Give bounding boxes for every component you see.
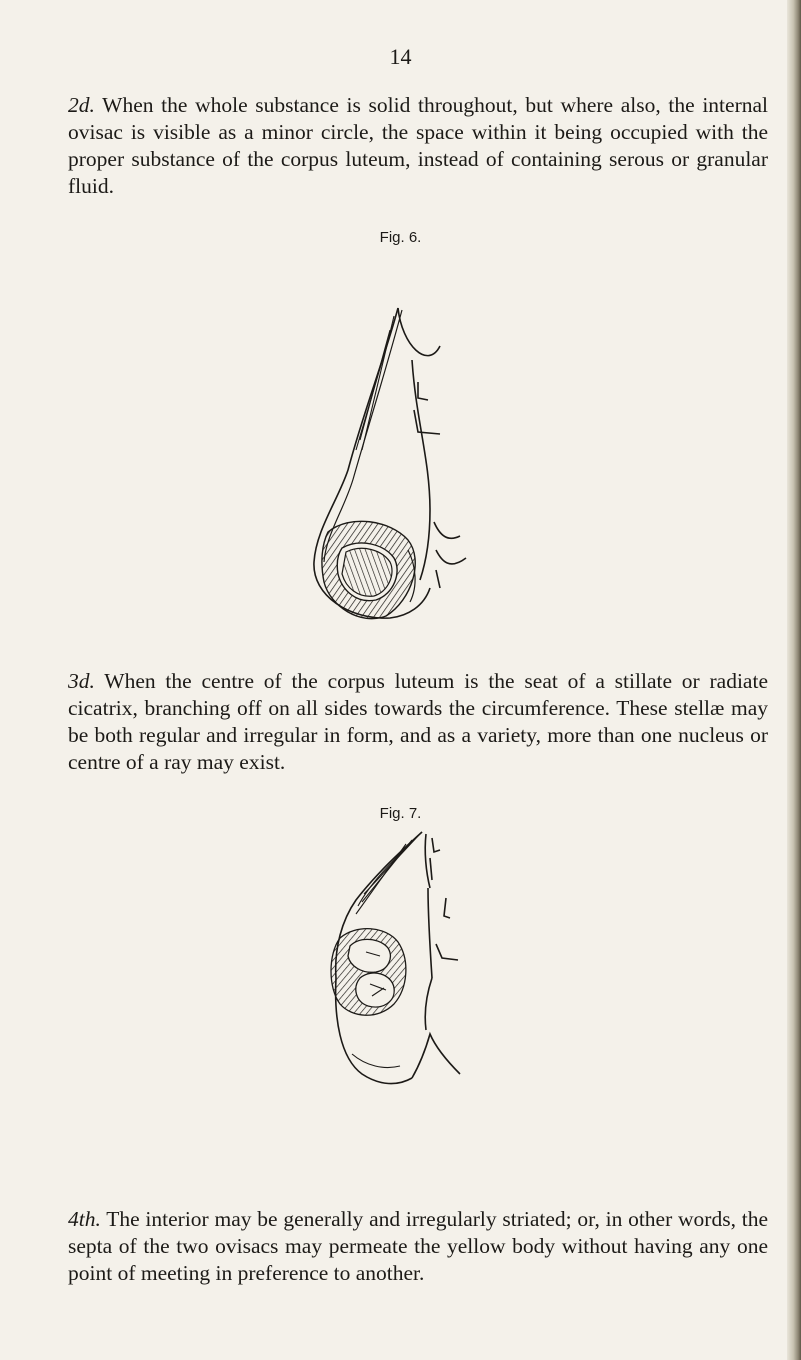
paragraph-text: When the whole substance is solid throughout, but where also, the internal ovisac is visible as a minor circle, the space within it being occupied with the proper substance of the corpus luteum, instead of containing serous or granular fluid. [68, 93, 768, 198]
paragraph-text: When the centre of the corpus luteum is the seat of a stillate or radiate cicatrix, branching off on all sides towards the circumference. These stellæ may be both regular and irregular in form, and as a variety, more than one nucleus or centre of a ray may exist. [68, 669, 768, 774]
paragraph-lead: 2d. [68, 93, 95, 117]
paragraph-text: The interior may be generally and irregularly striated; or, in other words, the septa of the two ovisacs may permeate the yellow body without having any one point of meeting in preference to another. [68, 1207, 768, 1285]
page-edge-shadow [787, 0, 801, 1360]
figure-7-caption: Fig. 7. [379, 805, 422, 822]
page-number: 14 [389, 44, 412, 69]
paragraph-3d [68, 668, 768, 776]
figure-6-illustration [290, 300, 490, 630]
figure-7-illustration [300, 828, 510, 1098]
paragraph-4th [68, 1206, 768, 1287]
paragraph-2d [68, 92, 768, 200]
figure-6-caption: Fig. 6. [379, 229, 422, 246]
paragraph-lead: 3d. [68, 669, 95, 693]
paragraph-lead: 4th. [68, 1207, 101, 1231]
